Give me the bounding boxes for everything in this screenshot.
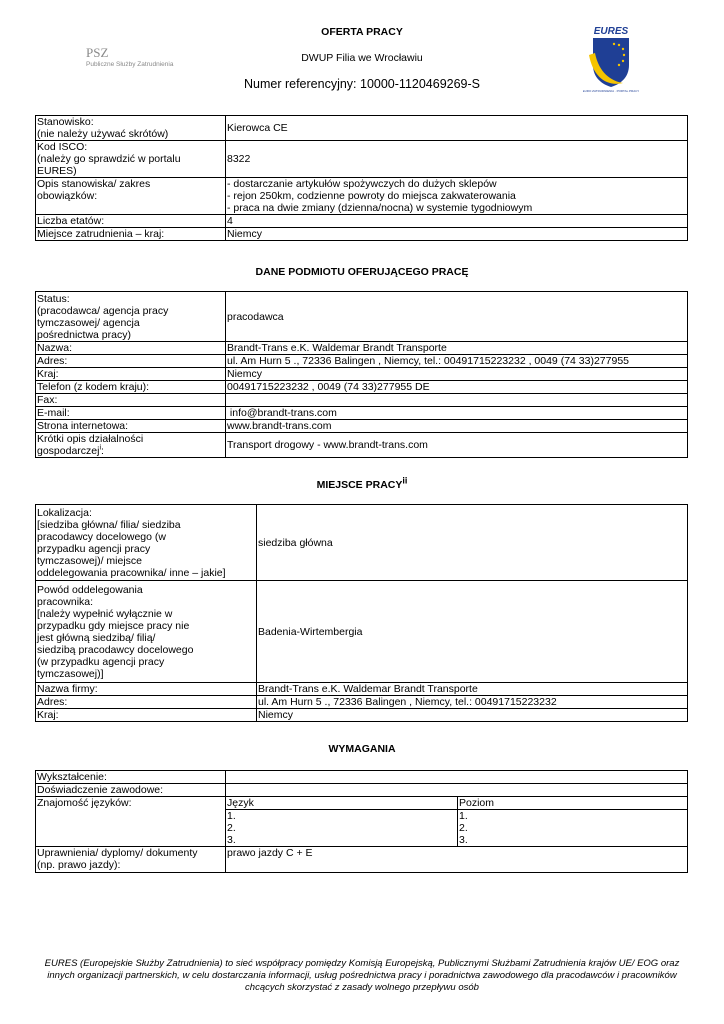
workplace-section-title [0, 475, 724, 491]
row-value: www.brandt-trans.com [226, 420, 688, 433]
row-value: Kierowca CE [226, 116, 688, 141]
business-description-label: Krótki opis działalności gospodarczej [37, 433, 144, 457]
language-list: 1. 2. 3. [226, 810, 458, 847]
table-row [36, 228, 688, 241]
employer-table [35, 291, 688, 458]
table-row [36, 709, 688, 722]
licenses-value: prawo jazdy C + E [226, 847, 688, 873]
row-value: Brandt-Trans e.K. Waldemar Brandt Transporte [257, 683, 688, 696]
label-suffix: : [101, 445, 104, 457]
employer-section-title: DANE PODMIOTU OFERUJĄCEGO PRACĘ [255, 266, 469, 278]
row-label: Liczba etatów: [36, 215, 226, 228]
footnote-marker: i [99, 444, 102, 452]
row-value: Brandt-Trans e.K. Waldemar Brandt Transporte [226, 342, 688, 355]
eures-logo-subtext: EURO ZATRUDNIENIA · PORTAL PRACY [583, 89, 639, 93]
licenses-label: Uprawnienia/ dyplomy/ dokumenty (np. prawo jazdy): [36, 847, 226, 873]
row-value: 4 [226, 215, 688, 228]
language-header: Język [226, 797, 458, 810]
row-label: Status: (pracodawca/ agencja pracy tymczasowej/ agencja pośrednictwa pracy) [36, 292, 226, 342]
table-row [36, 116, 688, 141]
row-value: info@brandt-trans.com [226, 407, 688, 420]
eures-logo-icon [583, 25, 639, 93]
table-row [36, 355, 688, 368]
row-label: Adres: [36, 355, 226, 368]
row-label: Strona internetowa: [36, 420, 226, 433]
footer-note: EURES (Europejskie Służby Zatrudnienia) to sieć współpracy pomiędzy Komisją Europejską, Publicznymi Służbami Zatrudnienia krajów UE/ EOG oraz innych organizacji partnerskich, w celu dostarczania informacji, usług pośrednictwa pracy i poradnictwa zawodowego dla pracodawców i pracowników chcących skorzystać z zasady wolnego przepływu osób [44, 958, 680, 993]
table-row [36, 696, 688, 709]
row-value: 8322 [226, 141, 688, 178]
languages-label: Znajomość języków: [36, 797, 226, 847]
eures-logo-text: EURES [593, 26, 629, 37]
job-table [35, 115, 688, 241]
workplace-table [35, 504, 688, 722]
eures-logo [583, 25, 639, 93]
row-label: Kraj: [36, 368, 226, 381]
row-label: Lokalizacja: [siedziba główna/ filia/ siedziba pracodawcy docelowego (w przypadku agencji pracy tymczasowej)/ miejsce oddelegowania pracownika/ inne – jakie] [36, 505, 257, 581]
row-value: Badenia-Wirtembergia [257, 581, 688, 683]
table-row [36, 215, 688, 228]
row-value: ul. Am Hurn 5 ., 72336 Balingen , Niemcy, tel.: 00491715223232 , 0049 (74 33)277955 [226, 355, 688, 368]
row-value [226, 394, 688, 407]
table-row [36, 683, 688, 696]
psz-logo-text: PSZ [86, 45, 109, 60]
row-value: pracodawca [226, 292, 688, 342]
table-row [36, 178, 688, 215]
level-header: Poziom [458, 797, 688, 810]
table-row [36, 784, 688, 797]
table-row [36, 581, 688, 683]
footnote-marker: ii [402, 475, 408, 486]
table-row [36, 292, 688, 342]
table-row [36, 407, 688, 420]
row-value: Niemcy [226, 228, 688, 241]
row-label [36, 433, 226, 458]
psz-logo-subtext: Publiczne Służby Zatrudnienia [86, 61, 174, 68]
table-row [36, 368, 688, 381]
row-value: Niemcy [257, 709, 688, 722]
table-row [36, 141, 688, 178]
office-name: DWUP Filia we Wrocławiu [301, 52, 423, 64]
document-title: OFERTA PRACY [321, 26, 403, 38]
row-label: Fax: [36, 394, 226, 407]
row-label: Stanowisko: (nie należy używać skrótów) [36, 116, 226, 141]
education-label: Wykształcenie: [36, 771, 226, 784]
table-row [36, 394, 688, 407]
table-row [36, 433, 688, 458]
row-value: 00491715223232 , 0049 (74 33)277955 DE [226, 381, 688, 394]
table-row [36, 505, 688, 581]
requirements-section-title: WYMAGANIA [328, 743, 396, 755]
row-value: Transport drogowy - www.brandt-trans.com [226, 433, 688, 458]
row-value: ul. Am Hurn 5 ., 72336 Balingen , Niemcy, tel.: 00491715223232 [257, 696, 688, 709]
row-label: Telefon (z kodem kraju): [36, 381, 226, 394]
row-label: Kod ISCO: (należy go sprawdzić w portalu EURES) [36, 141, 226, 178]
row-value: Niemcy [226, 368, 688, 381]
table-row [36, 847, 688, 873]
row-label: Miejsce zatrudnienia – kraj: [36, 228, 226, 241]
reference-number: Numer referencyjny: 10000-1120469269-S [243, 77, 481, 91]
table-row [36, 771, 688, 784]
education-value [226, 771, 688, 784]
requirements-table [35, 770, 688, 873]
row-label: Nazwa firmy: [36, 683, 257, 696]
experience-value [226, 784, 688, 797]
row-label: E-mail: [36, 407, 226, 420]
row-value: siedziba główna [257, 505, 688, 581]
row-value: - dostarczanie artykułów spożywczych do dużych sklepów - rejon 250km, codzienne powroty do miejsca zakwaterowania - praca na dwie zmiany (dzienna/nocna) w systemie tygodniowym [226, 178, 688, 215]
row-label: Kraj: [36, 709, 257, 722]
table-row [36, 797, 688, 810]
level-list: 1. 2. 3. [458, 810, 688, 847]
table-row [36, 420, 688, 433]
table-row [36, 342, 688, 355]
table-row [36, 381, 688, 394]
row-label: Opis stanowiska/ zakres obowiązków: [36, 178, 226, 215]
experience-label: Doświadczenie zawodowe: [36, 784, 226, 797]
row-label: Adres: [36, 696, 257, 709]
row-label: Nazwa: [36, 342, 226, 355]
row-label: Powód oddelegowania pracownika: [należy wypełnić wyłącznie w przypadku gdy miejsce pracy nie jest główną siedzibą/ filią/ siedzibą pracodawcy docelowego (w przypadku agencji pracy tymczasowej)] [36, 581, 257, 683]
workplace-title-text: MIEJSCE PRACY [316, 479, 403, 491]
